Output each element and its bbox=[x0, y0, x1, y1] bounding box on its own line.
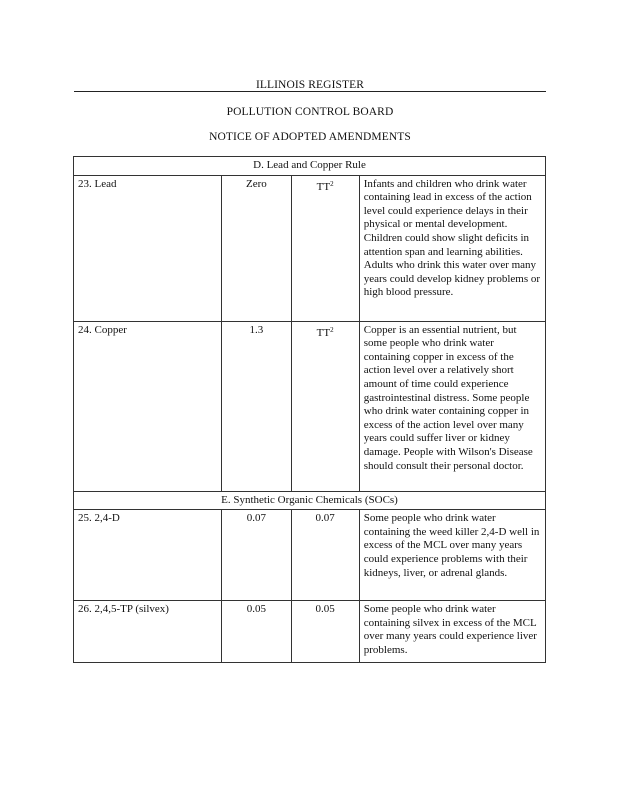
mclg-value: Zero bbox=[222, 175, 291, 321]
contaminant-name: 26. 2,4,5-TP (silvex) bbox=[74, 601, 222, 663]
section-title: D. Lead and Copper Rule bbox=[74, 157, 546, 176]
mcl-text: TT bbox=[316, 326, 331, 339]
agency-title: POLLUTION CONTROL BOARD bbox=[226, 106, 394, 118]
mcl-value bbox=[291, 175, 359, 321]
contaminant-name: 24. Copper bbox=[74, 321, 222, 491]
health-effects: Infants and children who drink water containing lead in excess of the action level could experience delays in their physical or mental development. Children could show slight deficits in attention span and learning abilities. Adults who drink this water over many years could develop kidney problems or high blood pressure. bbox=[359, 175, 545, 321]
footnote-marker: 2 bbox=[330, 179, 334, 188]
table-row bbox=[74, 601, 546, 663]
mcl-value bbox=[291, 321, 359, 491]
table-row bbox=[74, 175, 546, 321]
mcl-text: TT bbox=[316, 180, 331, 193]
section-title: E. Synthetic Organic Chemicals (SOCs) bbox=[74, 491, 546, 510]
table-row bbox=[74, 510, 546, 601]
health-effects: Some people who drink water containing the weed killer 2,4-D well in excess of the MCL over many years could experience problems with their kidneys, liver, or adrenal glands. bbox=[359, 510, 545, 601]
contaminant-table bbox=[73, 156, 546, 663]
mclg-value: 0.07 bbox=[222, 510, 291, 601]
section-header-lead-copper bbox=[74, 157, 546, 176]
header-top-rule bbox=[74, 91, 546, 92]
contaminant-name: 23. Lead bbox=[74, 175, 222, 321]
register-title: ILLINOIS REGISTER bbox=[255, 79, 365, 91]
notice-title: NOTICE OF ADOPTED AMENDMENTS bbox=[209, 131, 411, 143]
mcl-value: 0.05 bbox=[291, 601, 359, 663]
mclg-value: 1.3 bbox=[222, 321, 291, 491]
contaminant-name: 25. 2,4-D bbox=[74, 510, 222, 601]
table-row bbox=[74, 321, 546, 491]
mcl-value: 0.07 bbox=[291, 510, 359, 601]
mclg-value: 0.05 bbox=[222, 601, 291, 663]
health-effects: Copper is an essential nutrient, but some people who drink water containing copper in excess of the action level over a relatively short amount of time could experience gastrointestinal distress. Some people who drink water containing copper in excess of the action level over many years could suffer liver or kidney damage. People with Wilson's Disease should consult their personal doctor. bbox=[359, 321, 545, 491]
footnote-marker: 2 bbox=[330, 325, 334, 334]
section-header-socs bbox=[74, 491, 546, 510]
health-effects: Some people who drink water containing silvex in excess of the MCL over many years could experience liver problems. bbox=[359, 601, 545, 663]
